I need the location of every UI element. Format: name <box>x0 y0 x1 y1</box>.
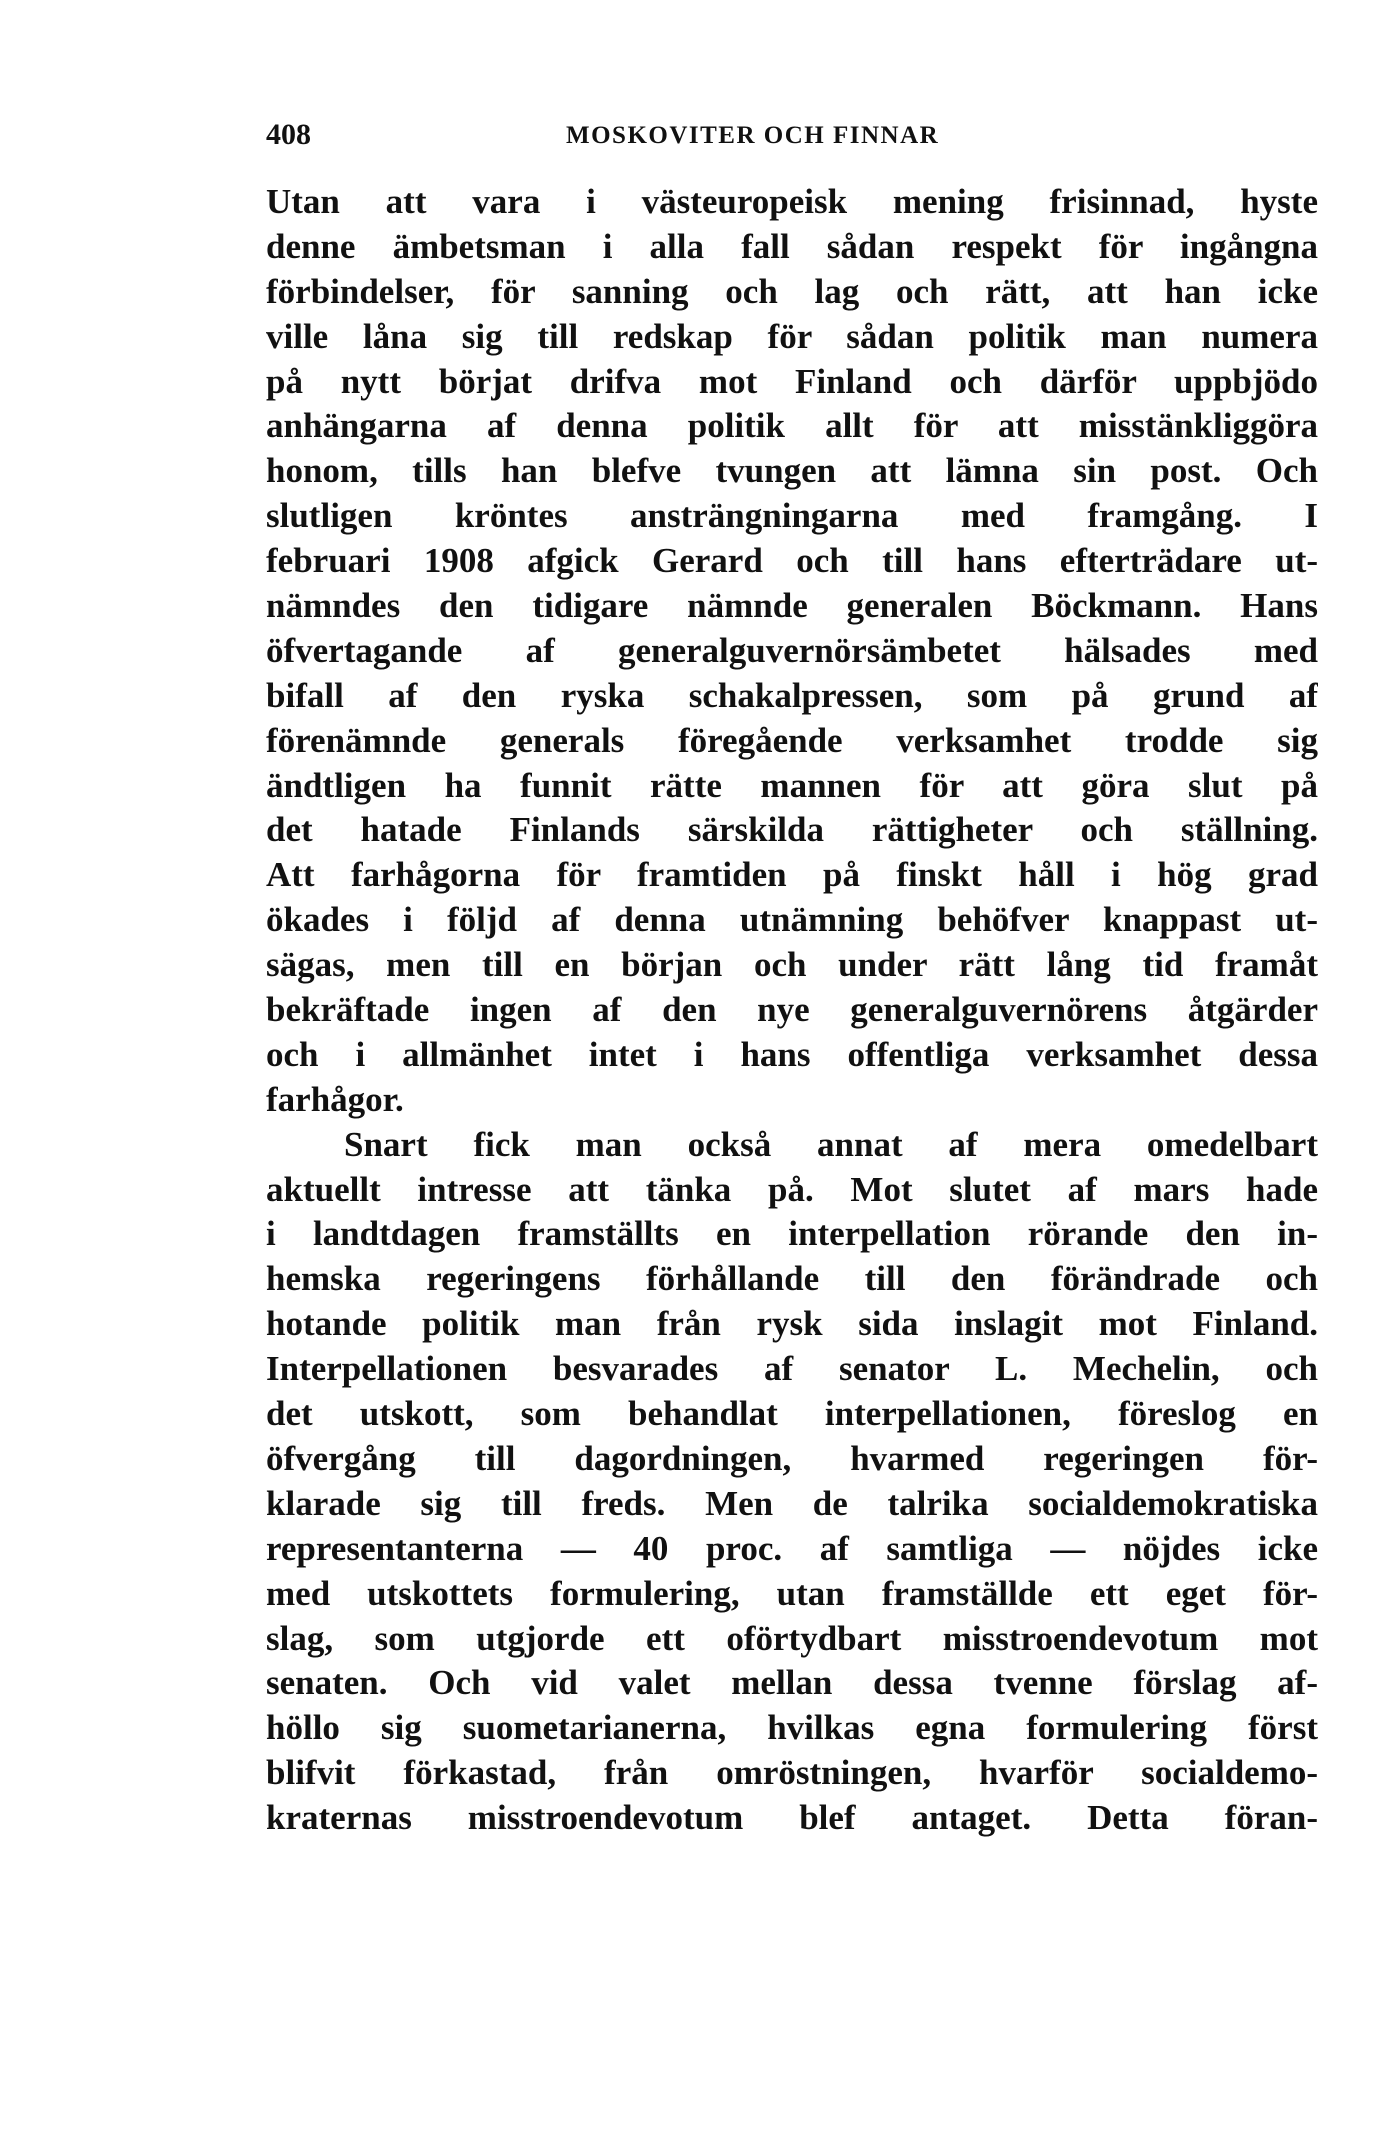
text-line: sägas, men till en början och under rätt lång tid framåt <box>266 945 1318 985</box>
text-line: höllo sig suometarianerna, hvilkas egna formulering först <box>266 1708 1318 1748</box>
text-line: hotande politik man från rysk sida inslagit mot Finland. <box>266 1304 1318 1344</box>
text-line: i landtdagen framställts en interpellation rörande den in- <box>266 1214 1318 1254</box>
text-line: denne ämbetsman i alla fall sådan respekt för ingångna <box>266 226 1318 266</box>
text-line: senaten. Och vid valet mellan dessa tvenne förslag af- <box>266 1663 1318 1703</box>
text-line: kraternas misstroendevotum blef antaget. Detta föran- <box>266 1798 1318 1838</box>
text-line: förbindelser, för sanning och lag och rätt, att han icke <box>266 271 1318 311</box>
text-line: slag, som utgjorde ett oförtydbart misstroendevotum mot <box>266 1618 1318 1658</box>
text-line: blifvit förkastad, från omröstningen, hvarför socialdemo- <box>266 1753 1318 1793</box>
text-line: nämndes den tidigare nämnde generalen Böckmann. Hans <box>266 586 1318 626</box>
text-line: anhängarna af denna politik allt för att misstänkliggöra <box>266 406 1318 446</box>
text-line: aktuellt intresse att tänka på. Mot slutet af mars hade <box>266 1169 1318 1209</box>
text-line: öfvergång till dagordningen, hvarmed regeringen för- <box>266 1438 1318 1478</box>
running-title: MOSKOVITER OCH FINNAR <box>566 122 940 149</box>
text-line: representanterna — 40 proc. af samtliga — nöjdes icke <box>266 1528 1318 1568</box>
text-line: och i allmänhet intet i hans offentliga verksamhet dessa <box>266 1034 1318 1074</box>
text-line: bifall af den ryska schakalpressen, som på grund af <box>266 675 1318 715</box>
page-header <box>266 118 1318 158</box>
text-line: på nytt börjat drifva mot Finland och därför uppbjödo <box>266 361 1318 401</box>
text-line: ville låna sig till redskap för sådan politik man numera <box>266 316 1318 356</box>
page-number: 408 <box>266 118 311 151</box>
text-line: ökades i följd af denna utnämning behöfver knappast ut- <box>266 900 1318 940</box>
text-line: hemska regeringens förhållande till den förändrade och <box>266 1259 1318 1299</box>
text-line: slutligen kröntes ansträngningarna med framgång. I <box>266 496 1318 536</box>
text-line: förenämnde generals föregående verksamhet trodde sig <box>266 720 1318 760</box>
text-line: Interpellationen besvarades af senator L. Mechelin, och <box>266 1349 1318 1389</box>
text-line: februari 1908 afgick Gerard och till hans efterträdare ut- <box>266 541 1318 581</box>
text-line: honom, tills han blefve tvungen att lämna sin post. Och <box>266 451 1318 491</box>
paragraph-end-line: farhågor. <box>266 1079 404 1119</box>
body-text <box>266 180 1318 1841</box>
text-line: bekräftade ingen af den nye generalguvernörens åtgärder <box>266 990 1318 1030</box>
text-line: ändtligen ha funnit rätte mannen för att göra slut på <box>266 765 1318 805</box>
text-line: det utskott, som behandlat interpellationen, föreslog en <box>266 1394 1318 1434</box>
text-line: med utskottets formulering, utan framställde ett eget för- <box>266 1573 1318 1613</box>
text-line: klarade sig till freds. Men de talrika socialdemokratiska <box>266 1483 1318 1523</box>
text-line: öfvertagande af generalguvernörsämbetet hälsades med <box>266 630 1318 670</box>
text-line: Utan att vara i västeuropeisk mening frisinnad, hyste <box>266 182 1318 221</box>
text-line: det hatade Finlands särskilda rättigheter och ställning. <box>266 810 1318 850</box>
paragraph-first-line: Snart fick man också annat af mera omedelbart <box>344 1124 1318 1164</box>
text-line: Att farhågorna för framtiden på finskt håll i hög grad <box>266 855 1318 895</box>
